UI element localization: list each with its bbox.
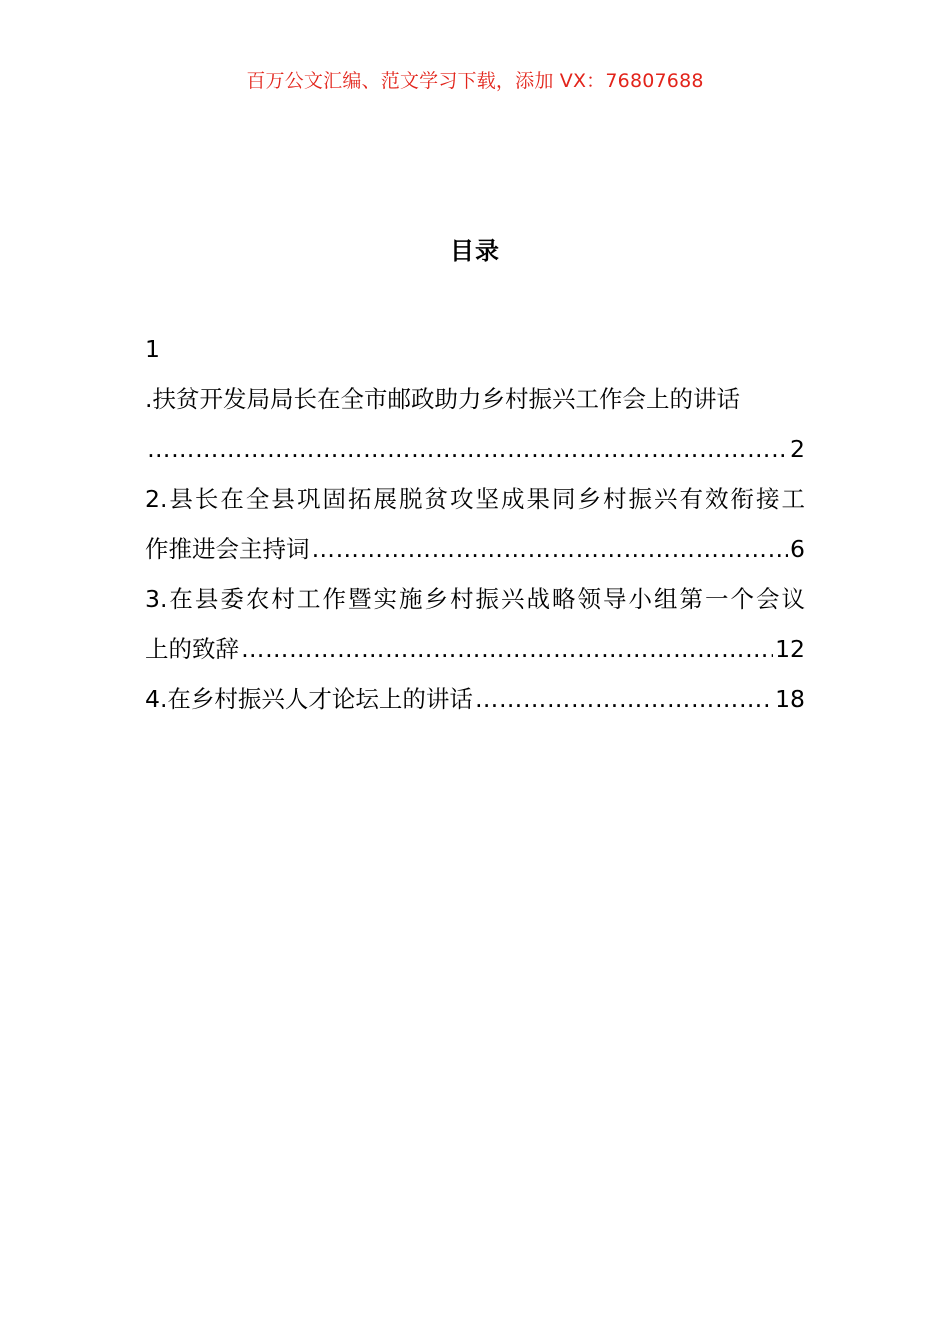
toc-line — [145, 374, 805, 424]
toc-entry-text: .扶贫开发局局长在全市邮政助力乡村振兴工作会上的讲话 — [145, 385, 740, 413]
toc-page-number: 2 — [790, 435, 805, 463]
dot-leader — [475, 674, 773, 724]
dot-leader — [241, 624, 773, 674]
toc-entry-text: 1 — [145, 335, 160, 363]
toc-line — [145, 424, 805, 474]
toc-entry-text: 4.在乡村振兴人才论坛上的讲话 — [145, 685, 473, 713]
toc-entry-text: 2.县长在全县巩固拓展脱贫攻坚成果同乡村振兴有效衔接工 — [145, 485, 805, 513]
toc-line — [145, 624, 805, 674]
dot-leader — [147, 424, 788, 474]
dot-leader — [312, 524, 789, 574]
toc-entry-3[interactable] — [145, 574, 805, 674]
toc-entry-4[interactable] — [145, 674, 805, 724]
toc-line — [145, 674, 805, 724]
toc-entry-2[interactable] — [145, 474, 805, 574]
toc-line — [145, 574, 805, 624]
toc-page-number: 18 — [775, 685, 805, 713]
toc-line — [145, 324, 805, 374]
toc-line — [145, 524, 805, 574]
toc-entry-text: 上的致辞 — [145, 635, 239, 663]
toc-line — [145, 474, 805, 524]
toc-page-number: 12 — [775, 635, 805, 663]
header-note: 百万公文汇编、范文学习下载，添加 VX：76807688 — [246, 70, 704, 92]
toc-entry-1[interactable] — [145, 324, 805, 474]
page-title: 目录 — [450, 237, 500, 265]
table-of-contents — [145, 324, 805, 724]
toc-page-number: 6 — [790, 535, 805, 563]
toc-entry-text: 作推进会主持词 — [145, 535, 310, 563]
toc-entry-text: 3.在县委农村工作暨实施乡村振兴战略领导小组第一个会议 — [145, 585, 805, 613]
